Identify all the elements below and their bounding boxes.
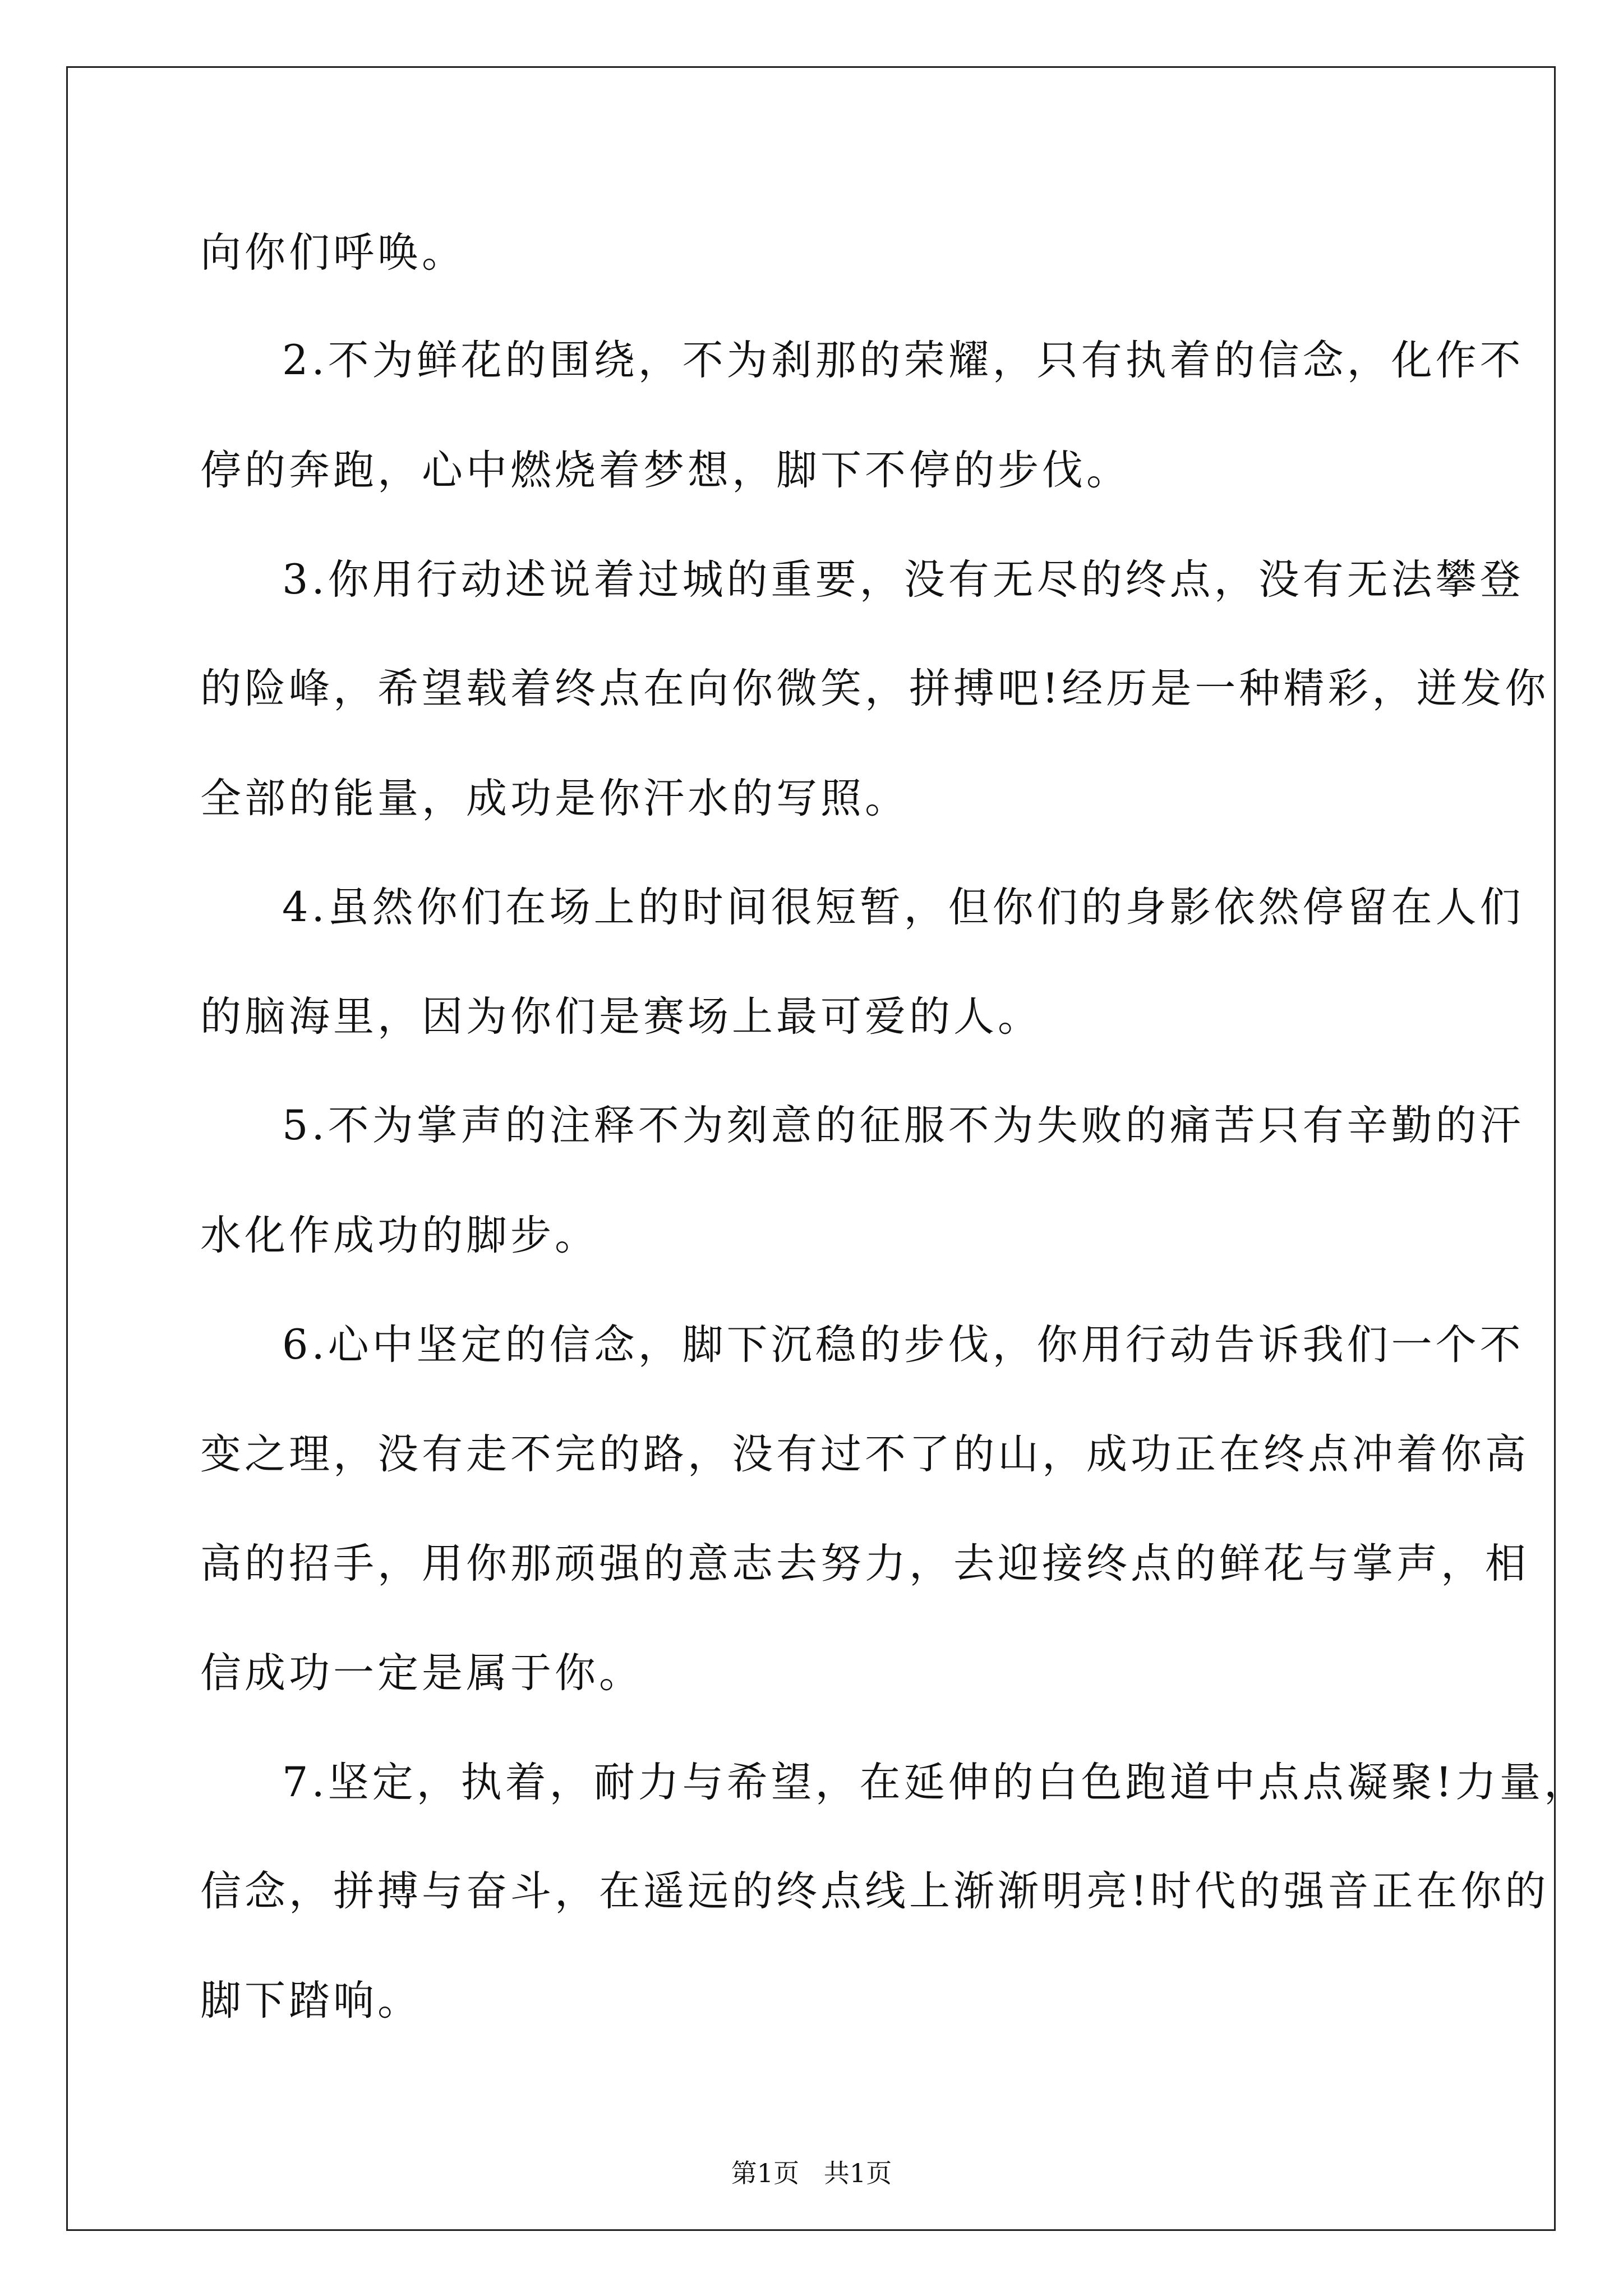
paragraph-7-line-2: 信念，拼搏与奋斗，在遥远的终点线上渐渐明亮!时代的强音正在你的 — [200, 1867, 1550, 1915]
page-footer: 第1页 共1页 — [731, 2158, 892, 2188]
paragraph-3-line-2: 的险峰，希望载着终点在向你微笑，拼搏吧!经历是一种精彩，迸发你 — [200, 665, 1550, 712]
paragraph-6-line-3: 高的招手，用你那顽强的意志去努力，去迎接终点的鲜花与掌声，相 — [200, 1540, 1529, 1588]
paragraph-3-line-1: 3.你用行动述说着过城的重要，没有无尽的终点，没有无法攀登 — [282, 556, 1524, 604]
paragraph-2-line-2: 停的奔跑，心中燃烧着梦想，脚下不停的步伐。 — [200, 447, 1131, 494]
paragraph-7-line-3: 脚下踏响。 — [200, 1977, 422, 2024]
paragraph-5-line-1: 5.不为掌声的注释不为刻意的征服不为失败的痛苦只有辛勤的汗 — [282, 1102, 1524, 1149]
paragraph-2-line-1: 2.不为鲜花的围绕，不为刹那的荣耀，只有执着的信念，化作不 — [282, 337, 1524, 384]
text-line: 向你们呼唤。 — [200, 229, 466, 277]
paragraph-6-line-1: 6.心中坚定的信念，脚下沉稳的步伐，你用行动告诉我们一个不 — [282, 1321, 1524, 1369]
paragraph-3-line-3: 全部的能量，成功是你汗水的写照。 — [200, 775, 909, 822]
paragraph-6-line-4: 信成功一定是属于你。 — [200, 1649, 643, 1697]
paragraph-4-line-2: 的脑海里，因为你们是赛场上最可爱的人。 — [200, 993, 1042, 1041]
paragraph-6-line-2: 变之理，没有走不完的路，没有过不了的山，成功正在终点冲着你高 — [200, 1430, 1529, 1478]
paragraph-4-line-1: 4.虽然你们在场上的时间很短暂，但你们的身影依然停留在人们 — [282, 884, 1524, 931]
paragraph-5-line-2: 水化作成功的脚步。 — [200, 1212, 599, 1259]
paragraph-7-line-1: 7.坚定，执着，耐力与希望，在延伸的白色跑道中点点凝聚!力量， — [282, 1759, 1588, 1806]
